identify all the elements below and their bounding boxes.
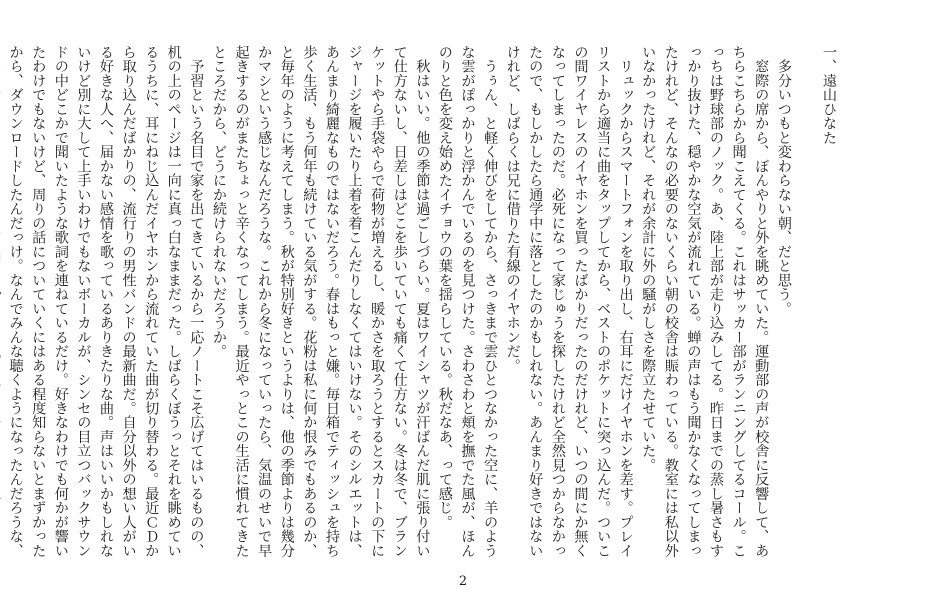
blank-line [795,45,818,565]
paragraph-6: 予習という名目で家を出てきているから一応ノートこそ広げてはいるものの、机の上のページは一向に真っ白なままだった。しばらくぼうっとそれを眺めているうちに、耳にねじ込んだイヤホンから流れていた曲が切り替わる。最近ＣＤから取り込んだばかりの、流行りの男性バンドの最新曲だ。自分以外の想い人がいる好きな人へ、届かない感情を歌っているありきたりな曲。声はいいかもしれないけど別に大して上手いわけでもないボーカルが、シンセの目立つバックサウンドの中どこかで聞いたような歌詞を連ねているだけ。好きなわけでも何かが響いたわけでもないけど、周りの話についていくにはある程度知らないとまずかったから、ダウンロードしたんだっけ。なんでみんな聴くようになったんだろうな、 [7,45,205,558]
vertical-text-body [7,45,840,565]
paragraph-1: 多分いつもと変わらない朝、だと思う。 [775,45,792,316]
paragraph-5: 秋はいい。他の季節は過ごしづらい。夏はワイシャツが汗ばんだ肌に張り付いて仕方ないし、日差しはどこを歩いていても痛くて仕方ない。冬は冬で、ブランケットやら手袋やらで荷物が増えるし、暖かさを取ろうとするとスカートの下にジャージを履いたり上着を着こんだりしなくてはいけない。そのシルエットは、あんまり綺麗なものではないだろう。春はもっと嫌。毎日箱でティッシュを持ち歩く生活、もう何年も続けている気がする。花粉は私に何か恨みでもあるのか、と毎年のように考えてしまう。秋が特別好きというよりは、他の季節よりは幾分かマシという感じなんだろうな。これから冬になっていったら、気温のせいで早起きするのがまたちょっと辛くなってしまう。最近やっとこの生活に慣れてきたところだから、どうにか続けられないだろうか。 [210,45,431,558]
paragraph-3: リュックからスマートフォンを取り出し、右耳にだけイヤホンを差す。プレイリストから適当に曲をタップしてから、ベストのポケットに突っ込んだ。ついこの間ワイヤレスのイヤホンを買ったばかりだったのだけれど、いつの間にか無くなってしまったのだ。必死になって家じゅうを探したけれど全然見つからなかったので、もしかしたら通学中に落としたのかもしれない。あんまり好きではないけれど、しばらくは兄に借りた有線のイヤホンだ。 [504,45,634,558]
paragraph-2: 窓際の席から、ぼんやりと外を眺めていた。運動部の声が校舎に反響して、あちらこちらから聞こえてくる。これはサッカー部がランニングしてるコール。こっちは野球部のノック。あ、陸上部が走り込みしてる。昨日までの蒸し暑さもすっかり抜けた、穏やかな空気が流れている。蝉の声はもう聞かなくなってしまったけれど、そんなの必要のないくらい朝の校舎は賑わっている。教室には私以外いなかったけれど、それが余計に外の騒がしさを際立たせていた。 [640,45,770,558]
chapter-title: 一、遠山ひなた [821,45,837,145]
page-number: 2 [458,574,468,589]
paragraph-4: うぅん、と軽く伸びをしてから、さっきまで雲ひとつなかった空に、羊のような雲がぽっかりと浮かんでいるのを見つけた。さわさわと頬を撫でた風が、ほんのりと色を変え始めたイチョウの葉を揺らしている。秋だなあ、って感じ。 [436,45,499,558]
